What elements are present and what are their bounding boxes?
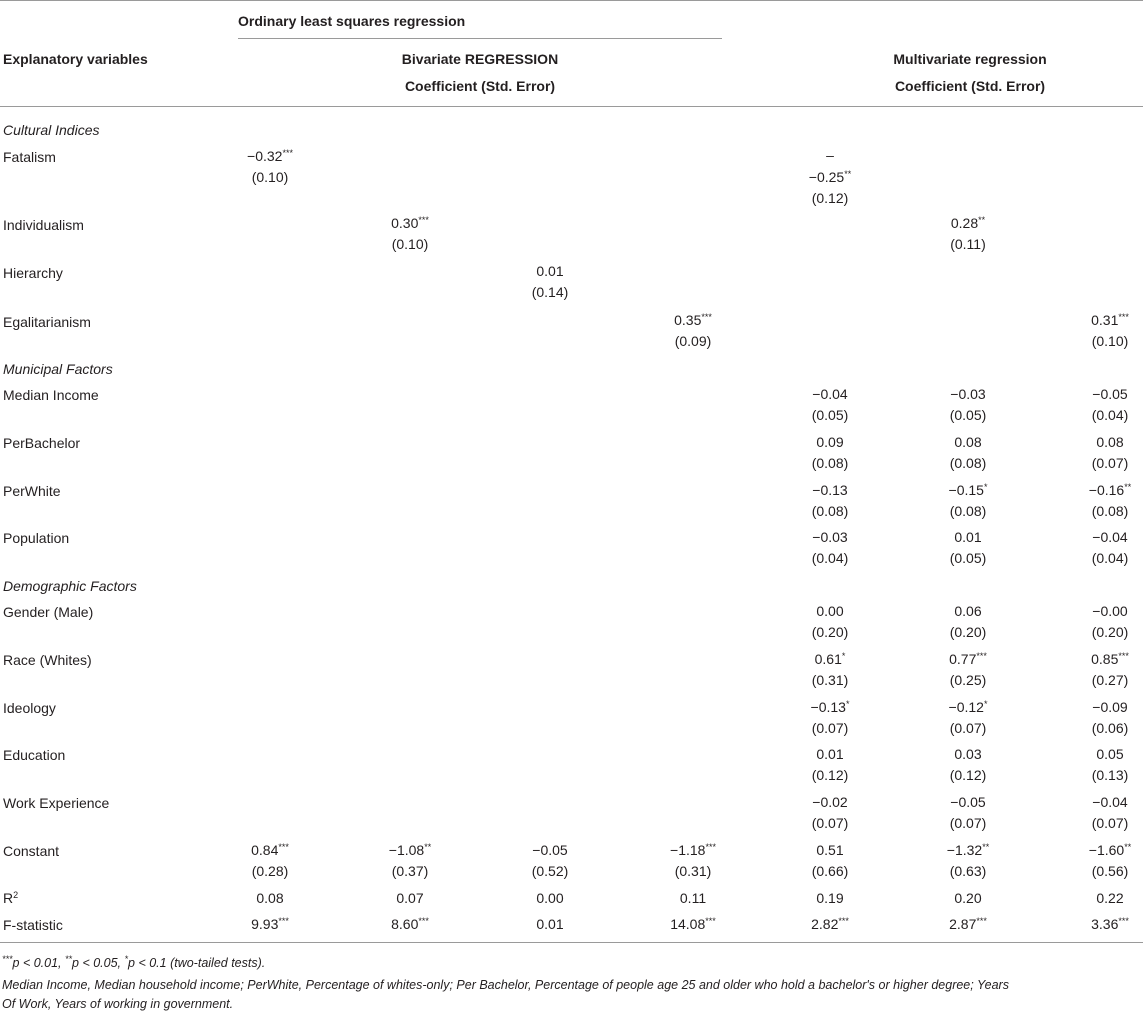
coefficient [1030, 480, 1143, 501]
fstat-m3-cell [1030, 914, 1143, 935]
fatalism-m1-cell [750, 167, 910, 209]
significance-stars: *** [976, 651, 987, 661]
standard-error: (0.28) [251, 863, 289, 879]
standard-error: (0.12) [811, 767, 849, 783]
bivariate-subheader: Coefficient (Std. Error) [404, 78, 556, 94]
ideology-m3-cell [1030, 697, 1143, 739]
coefficient-value: −0.13 [812, 482, 848, 498]
coefficient-value: −1.08 [388, 842, 425, 858]
significance-stars: ** [424, 842, 432, 852]
coefficient-value: 0.09 [816, 434, 844, 450]
r2-m2-cell [888, 888, 1048, 909]
coefficient-value: 0.51 [816, 842, 844, 858]
standard-error: (0.08) [811, 503, 849, 519]
coefficient-value: −0.15 [948, 482, 984, 498]
significance-stars: ** [978, 215, 986, 225]
coefficient [1030, 527, 1143, 548]
r2-b3-cell [470, 888, 630, 909]
coefficient [190, 146, 350, 167]
fstat-b3-cell [470, 914, 630, 935]
coefficient-value: 0.31 [1091, 312, 1119, 328]
coefficient-value: 0.06 [954, 603, 982, 619]
coefficient-value: 0.84 [251, 842, 279, 858]
perwhite-m2-cell [888, 480, 1048, 522]
bottom-rule [0, 942, 1143, 943]
coefficient [613, 888, 773, 909]
coefficient-value: 0.22 [1096, 890, 1124, 906]
coefficient [750, 888, 910, 909]
coefficient [330, 213, 490, 234]
significance-stars: *** [705, 842, 716, 852]
gender-m1-cell [750, 601, 910, 643]
coefficient [613, 310, 773, 331]
coefficient [888, 432, 1048, 453]
coefficient-value: −0.25 [808, 169, 845, 185]
standard-error: (0.13) [1091, 767, 1129, 783]
fatalism-m1-dash: – [826, 147, 834, 163]
standard-error: (0.08) [1091, 503, 1129, 519]
explanatory-variables-header: Explanatory variables [3, 51, 148, 67]
significance-stars: *** [1118, 312, 1129, 322]
hierarchy-b3-cell [470, 261, 630, 303]
perwhite-m3-cell [1030, 480, 1143, 522]
coefficient [888, 914, 1048, 935]
standard-error: (0.20) [1091, 624, 1129, 640]
coefficient [888, 649, 1048, 670]
coefficient-value: −1.60 [1088, 842, 1125, 858]
group-rule [238, 38, 722, 39]
coefficient-value: −0.32 [247, 148, 283, 164]
coefficient-value: −0.05 [1092, 386, 1128, 402]
race-m1-cell [750, 649, 910, 691]
race-m2-cell [888, 649, 1048, 691]
coefficient-value: −0.09 [1092, 699, 1128, 715]
standard-error: (0.14) [531, 284, 569, 300]
coefficient [613, 840, 773, 861]
education-m3-cell [1030, 744, 1143, 786]
gender-m2-cell [888, 601, 1048, 643]
egalitarianism-m3-cell [1030, 310, 1143, 352]
coefficient [330, 888, 490, 909]
r2-b2-cell [330, 888, 490, 909]
standard-error: (0.52) [531, 863, 569, 879]
coefficient-value: 9.93 [251, 916, 279, 932]
coefficient-value: −0.13 [810, 699, 846, 715]
row-label-r-squared [3, 889, 18, 907]
multivariate-header: Multivariate regression [893, 51, 1047, 67]
coefficient [888, 213, 1048, 234]
coefficient [750, 744, 910, 765]
coefficient-value: −0.03 [950, 386, 986, 402]
coefficient [750, 792, 910, 813]
egalitarianism-b4-cell [613, 310, 773, 352]
coefficient [1030, 432, 1143, 453]
individualism-m2-cell [888, 213, 1048, 255]
coefficient-value: 0.07 [396, 890, 424, 906]
coefficient [613, 914, 773, 935]
work-m3-cell [1030, 792, 1143, 834]
coefficient [330, 840, 490, 861]
coefficient [1030, 697, 1143, 718]
sig2-marker: ** [65, 954, 73, 964]
r-squared-main: R [3, 890, 14, 906]
coefficient-value: 0.61 [814, 651, 842, 667]
constant-b1-cell [190, 840, 350, 882]
coefficient-value: −1.18 [670, 842, 706, 858]
coefficient [888, 480, 1048, 501]
standard-error: (0.31) [811, 672, 849, 688]
standard-error: (0.66) [811, 863, 849, 879]
significance-stars: * [983, 482, 988, 492]
standard-error: (0.20) [811, 624, 849, 640]
standard-error: (0.07) [949, 720, 987, 736]
perwhite-m1-cell [750, 480, 910, 522]
coefficient-value: −0.16 [1088, 482, 1125, 498]
coefficient [470, 914, 630, 935]
section-municipal-factors: Municipal Factors [3, 361, 113, 377]
coefficient-value: −0.02 [812, 794, 848, 810]
coefficient-value: 3.36 [1091, 916, 1119, 932]
row-label-constant: Constant [3, 843, 60, 859]
coefficient-value: −1.32 [946, 842, 983, 858]
standard-error: (0.05) [811, 407, 849, 423]
significance-stars: *** [976, 916, 987, 926]
coefficient-value: 0.00 [536, 890, 564, 906]
coefficient-value: 0.20 [954, 890, 982, 906]
coefficient-value: 0.03 [954, 746, 982, 762]
coefficient [750, 384, 910, 405]
r2-m3-cell [1030, 888, 1143, 909]
coefficient-value: 0.00 [816, 603, 844, 619]
perbachelor-m2-cell [888, 432, 1048, 474]
row-label-fatalism: Fatalism [3, 149, 56, 165]
coefficient-value: 0.01 [954, 529, 982, 545]
row-label-individualism: Individualism [3, 217, 84, 233]
coefficient-value: 0.28 [950, 215, 979, 231]
individualism-b2-cell [330, 213, 490, 255]
fstat-b2-cell [330, 914, 490, 935]
coefficient [888, 744, 1048, 765]
standard-error: (0.07) [949, 815, 987, 831]
standard-error: (0.10) [391, 236, 429, 252]
ols-group-header: Ordinary least squares regression [238, 13, 466, 29]
coefficient [1030, 840, 1143, 861]
standard-error: (0.12) [949, 767, 987, 783]
row-label-perbachelor: PerBachelor [3, 435, 81, 451]
fstat-b1-cell [190, 914, 350, 935]
coefficient [750, 914, 910, 935]
perbachelor-m1-cell [750, 432, 910, 474]
row-label-f-statistic: F-statistic [3, 917, 63, 933]
coefficient-value: 0.19 [816, 890, 844, 906]
top-rule [0, 0, 1143, 1]
standard-error: (0.08) [949, 503, 987, 519]
coefficient [888, 840, 1048, 861]
standard-error: (0.10) [1091, 333, 1129, 349]
header-rule [0, 106, 1143, 107]
standard-error: (0.27) [1091, 672, 1129, 688]
standard-error: (0.12) [811, 190, 849, 206]
significance-stars: * [841, 651, 846, 661]
coefficient-value: 8.60 [391, 916, 419, 932]
coefficient [888, 697, 1048, 718]
fstat-m1-cell [750, 914, 910, 935]
footnote-definitions: Median Income, Median household income; PerWhite, Percentage of whites-only; Per Bachelor, Percentage of people age 25 and older who hold a bachelor's or higher degree; Years [2, 978, 1009, 992]
r2-b4-cell [613, 888, 773, 909]
footnote-significance [2, 954, 265, 972]
standard-error: (0.11) [950, 236, 986, 252]
coefficient [888, 601, 1048, 622]
coefficient [888, 792, 1048, 813]
coefficient-value: 0.35 [674, 312, 702, 328]
coefficient-value: −0.04 [1092, 794, 1128, 810]
standard-error: (0.04) [1091, 407, 1129, 423]
coefficient [888, 888, 1048, 909]
standard-error: (0.07) [1091, 455, 1129, 471]
row-label-ideology: Ideology [3, 700, 56, 716]
ideology-m1-cell [750, 697, 910, 739]
standard-error: (0.25) [949, 672, 987, 688]
fstat-b4-cell [613, 914, 773, 935]
coefficient-value: 0.08 [256, 890, 284, 906]
significance-stars: ** [1124, 482, 1132, 492]
standard-error: (0.37) [391, 863, 429, 879]
significance-stars: * [845, 699, 850, 709]
population-m2-cell [888, 527, 1048, 569]
fatalism-b1-cell [190, 146, 350, 188]
coefficient [190, 888, 350, 909]
coefficient [1030, 792, 1143, 813]
coefficient [750, 432, 910, 453]
sig3-text: p < 0.1 (two-tailed tests). [128, 956, 266, 970]
standard-error: (0.08) [811, 455, 849, 471]
significance-stars: *** [701, 312, 712, 322]
constant-b3-cell [470, 840, 630, 882]
coefficient [190, 914, 350, 935]
standard-error: (0.08) [949, 455, 987, 471]
constant-m1-cell [750, 840, 910, 882]
coefficient [470, 888, 630, 909]
constant-m2-cell [888, 840, 1048, 882]
standard-error: (0.56) [1091, 863, 1129, 879]
coefficient [750, 480, 910, 501]
standard-error: (0.07) [1091, 815, 1129, 831]
coefficient-value: 0.85 [1091, 651, 1119, 667]
coefficient-value: −0.05 [532, 842, 568, 858]
coefficient-value: −0.12 [948, 699, 984, 715]
significance-stars: ** [982, 842, 990, 852]
row-label-race: Race (Whites) [3, 652, 92, 668]
row-label-population: Population [3, 530, 70, 546]
significance-stars: ** [844, 169, 852, 179]
bivariate-header: Bivariate REGRESSION [401, 51, 559, 67]
sig1-text: p < 0.01, [12, 956, 65, 970]
row-label-hierarchy: Hierarchy [3, 265, 63, 281]
perbachelor-m3-cell [1030, 432, 1143, 474]
coefficient [1030, 744, 1143, 765]
work-m2-cell [888, 792, 1048, 834]
coefficient [1030, 888, 1143, 909]
significance-stars: *** [282, 148, 293, 158]
coefficient [1030, 649, 1143, 670]
row-label-perwhite: PerWhite [3, 483, 61, 499]
r2-b1-cell [190, 888, 350, 909]
coefficient [470, 261, 630, 282]
coefficient [888, 527, 1048, 548]
coefficient-value: 0.01 [816, 746, 844, 762]
coefficient-value: 0.01 [536, 263, 564, 279]
section-demographic-factors: Demographic Factors [3, 578, 137, 594]
coefficient-value: 0.08 [954, 434, 982, 450]
education-m1-cell [750, 744, 910, 786]
coefficient-value: 0.08 [1096, 434, 1124, 450]
coefficient [1030, 310, 1143, 331]
coefficient [750, 840, 910, 861]
standard-error: (0.06) [1091, 720, 1129, 736]
standard-error: (0.10) [251, 169, 289, 185]
coefficient [888, 384, 1048, 405]
row-label-work-experience: Work Experience [3, 795, 110, 811]
coefficient [1030, 601, 1143, 622]
coefficient [750, 601, 910, 622]
coefficient [330, 914, 490, 935]
gender-m3-cell [1030, 601, 1143, 643]
sig3-marker: * [124, 954, 129, 964]
coefficient [1030, 914, 1143, 935]
significance-stars: *** [418, 215, 429, 225]
constant-m3-cell [1030, 840, 1143, 882]
coefficient-value: −0.03 [812, 529, 848, 545]
median_income-m3-cell [1030, 384, 1143, 426]
row-label-egalitarianism: Egalitarianism [3, 314, 91, 330]
multivariate-subheader: Coefficient (Std. Error) [894, 78, 1046, 94]
population-m3-cell [1030, 527, 1143, 569]
coefficient-value: −0.05 [950, 794, 986, 810]
education-m2-cell [888, 744, 1048, 786]
footnote-definitions-cont: Of Work, Years of working in government. [2, 997, 234, 1011]
significance-stars: *** [1118, 651, 1129, 661]
significance-stars: *** [278, 916, 289, 926]
coefficient [190, 840, 350, 861]
standard-error: (0.07) [811, 720, 849, 736]
coefficient-value: −0.00 [1092, 603, 1128, 619]
coefficient-value: 0.05 [1096, 746, 1124, 762]
r2-m1-cell [750, 888, 910, 909]
standard-error: (0.05) [949, 407, 987, 423]
coefficient-value: 2.82 [811, 916, 839, 932]
population-m1-cell [750, 527, 910, 569]
coefficient [470, 840, 630, 861]
coefficient-value: 0.30 [391, 215, 419, 231]
standard-error: (0.31) [674, 863, 712, 879]
coefficient-value: 0.01 [536, 916, 564, 932]
significance-stars: *** [1118, 916, 1129, 926]
work-m1-cell [750, 792, 910, 834]
sig2-text: p < 0.05, [72, 956, 125, 970]
coefficient-value: −0.04 [812, 386, 848, 402]
race-m3-cell [1030, 649, 1143, 691]
coefficient-value: −0.04 [1092, 529, 1128, 545]
standard-error: (0.04) [811, 550, 849, 566]
significance-stars: * [983, 699, 988, 709]
standard-error: (0.63) [949, 863, 987, 879]
standard-error: (0.09) [674, 333, 712, 349]
constant-b2-cell [330, 840, 490, 882]
coefficient-value: 0.11 [679, 890, 707, 906]
sig1-marker: *** [2, 954, 13, 964]
standard-error: (0.07) [811, 815, 849, 831]
row-label-median-income: Median Income [3, 387, 99, 403]
constant-b4-cell [613, 840, 773, 882]
standard-error: (0.20) [949, 624, 987, 640]
row-label-education: Education [3, 747, 66, 763]
coefficient [750, 697, 910, 718]
coefficient-value: 14.08 [670, 916, 706, 932]
significance-stars: ** [1124, 842, 1132, 852]
coefficient [1030, 384, 1143, 405]
coefficient [750, 527, 910, 548]
significance-stars: *** [838, 916, 849, 926]
section-cultural-indices: Cultural Indices [3, 122, 100, 138]
significance-stars: *** [418, 916, 429, 926]
median_income-m2-cell [888, 384, 1048, 426]
r-squared-sup: 2 [13, 890, 19, 900]
coefficient [750, 167, 910, 188]
coefficient-value: 0.77 [949, 651, 977, 667]
standard-error: (0.05) [949, 550, 987, 566]
median_income-m1-cell [750, 384, 910, 426]
ideology-m2-cell [888, 697, 1048, 739]
standard-error: (0.04) [1091, 550, 1129, 566]
significance-stars: *** [278, 842, 289, 852]
coefficient [750, 649, 910, 670]
significance-stars: *** [705, 916, 716, 926]
row-label-gender: Gender (Male) [3, 604, 94, 620]
coefficient-value: 2.87 [949, 916, 977, 932]
fstat-m2-cell [888, 914, 1048, 935]
